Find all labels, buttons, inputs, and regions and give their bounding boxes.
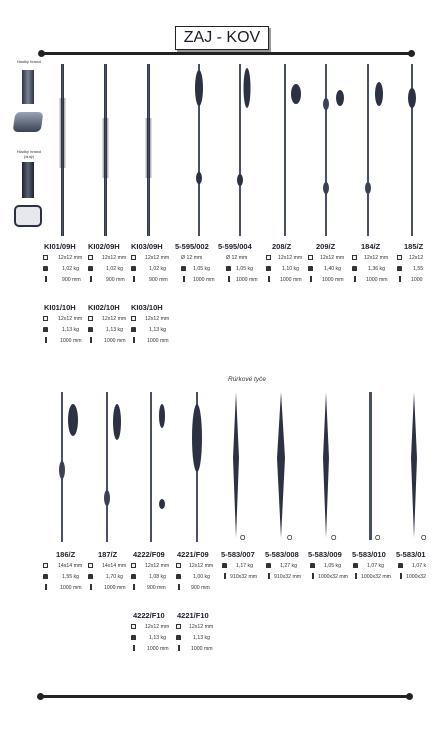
- weight-icon: [308, 266, 313, 271]
- product-code: 208/Z: [272, 242, 292, 251]
- product-length: 1000 mm: [147, 338, 169, 344]
- weight-icon: [131, 327, 136, 332]
- length-icon: [224, 573, 226, 579]
- product-size: 12x12 mm: [189, 624, 214, 630]
- profile-size-icon: [88, 316, 93, 321]
- product-length: 1000 mm: [322, 277, 344, 283]
- product-code: 4221/F10: [177, 611, 209, 620]
- product-code: 184/Z: [361, 242, 381, 251]
- length-icon: [399, 276, 401, 282]
- product-size: 12x12 mm: [364, 255, 389, 261]
- product-code: 4222/F10: [133, 611, 165, 620]
- product-code: KI03/10H: [131, 303, 163, 312]
- product-length: 1000 mm: [60, 338, 82, 344]
- row1-rails-illustration: [0, 58, 442, 258]
- weight-icon: [352, 266, 357, 271]
- profile-size-icon: [176, 563, 181, 568]
- product-size: 910x32 mm: [274, 574, 302, 580]
- length-icon: [268, 276, 270, 282]
- product-code: 5-583/010: [352, 550, 386, 559]
- length-icon: [45, 276, 47, 282]
- product-size: 12x12 mm: [145, 563, 170, 569]
- product-length: 900 mm: [62, 277, 81, 283]
- profile-size-icon: [131, 624, 136, 629]
- weight-icon: [397, 266, 402, 271]
- weight-icon: [222, 563, 227, 568]
- product-code: 5-583/01: [396, 550, 426, 559]
- product-size: 12x12 mm: [102, 316, 127, 322]
- profile-size-icon: [397, 255, 402, 260]
- length-icon: [45, 337, 47, 343]
- profile-size-icon: [308, 255, 313, 260]
- product-weight: 1,05 kg: [193, 266, 211, 272]
- product-length: 900 mm: [106, 277, 125, 283]
- length-icon: [355, 573, 357, 579]
- weight-icon: [398, 563, 403, 568]
- weight-icon: [181, 266, 186, 271]
- weight-icon: [131, 574, 136, 579]
- product-size: 12x12 mm: [278, 255, 303, 261]
- product-code: 5-583/009: [308, 550, 342, 559]
- bottom-rule-right-dot: [406, 693, 413, 700]
- profile-size-icon: [43, 563, 48, 568]
- product-code: KI01/10H: [44, 303, 76, 312]
- top-rule-left-dot: [38, 50, 45, 57]
- product-weight: 1,05 kg: [324, 563, 342, 569]
- length-icon: [268, 573, 270, 579]
- product-length: 1000 mm: [236, 277, 258, 283]
- row3-rails-illustration: [0, 388, 442, 548]
- product-weight: 1,08 kg: [149, 574, 167, 580]
- product-length: 900 mm: [191, 585, 210, 591]
- product-weight: 1,07 kg: [367, 563, 385, 569]
- length-icon: [400, 573, 402, 579]
- product-length: 1000 mm: [104, 338, 126, 344]
- circle-marker-icon: O: [240, 535, 246, 542]
- weight-icon: [353, 563, 358, 568]
- product-length: 1000 mm: [60, 585, 82, 591]
- length-icon: [354, 276, 356, 282]
- product-code: KI02/09H: [88, 242, 120, 251]
- product-code: 4222/F09: [133, 550, 165, 559]
- weight-icon: [226, 266, 231, 271]
- product-size: 1000x32 mm: [318, 574, 348, 580]
- product-code: 4221/F09: [177, 550, 209, 559]
- product-length: 1000 mm: [191, 646, 213, 652]
- product-length: 1000 mm: [366, 277, 388, 283]
- product-size: 12x12 mm: [58, 255, 83, 261]
- product-weight: 1,36 kg: [368, 266, 386, 272]
- product-weight: 1,10 kg: [282, 266, 300, 272]
- product-weight: 1,13 kg: [62, 327, 80, 333]
- product-weight: 1,13 kg: [106, 327, 124, 333]
- product-weight: 1,00 kg: [193, 574, 211, 580]
- profile-size-icon: [88, 563, 93, 568]
- weight-icon: [88, 574, 93, 579]
- product-size: 12x12: [409, 255, 424, 261]
- product-size: 12x12 mm: [145, 624, 170, 630]
- product-code: KI03/09H: [131, 242, 163, 251]
- product-code: KI02/10H: [88, 303, 120, 312]
- length-icon: [312, 573, 314, 579]
- weight-icon: [310, 563, 315, 568]
- length-icon: [133, 584, 135, 590]
- profile-size-icon: [88, 255, 93, 260]
- weight-icon: [176, 574, 181, 579]
- length-icon: [90, 337, 92, 343]
- length-icon: [178, 645, 180, 651]
- product-weight: 1,05 kg: [236, 266, 254, 272]
- product-length: 1000 mm: [193, 277, 215, 283]
- product-length: 1000 mm: [104, 585, 126, 591]
- product-size: 1000x32 mm: [361, 574, 391, 580]
- sample-label-2: Hladký hranol (dutý): [16, 149, 42, 159]
- product-size: 910x32 mm: [230, 574, 258, 580]
- product-size: 1000x32: [406, 574, 426, 580]
- product-code: 186/Z: [56, 550, 76, 559]
- length-icon: [90, 584, 92, 590]
- product-size: Ø 12 mm: [181, 255, 203, 261]
- circle-marker-icon: O: [375, 535, 381, 542]
- product-weight: 1,55: [413, 266, 424, 272]
- weight-icon: [131, 266, 136, 271]
- length-icon: [310, 276, 312, 282]
- weight-icon: [266, 563, 271, 568]
- product-length: 900 mm: [149, 277, 168, 283]
- product-weight: 1,13 kg: [149, 635, 167, 641]
- product-size: 12x12 mm: [58, 316, 83, 322]
- product-length: 1000 mm: [147, 646, 169, 652]
- product-code: 5-583/008: [265, 550, 299, 559]
- profile-size-icon: [131, 255, 136, 260]
- product-weight: 1,13 kg: [193, 635, 211, 641]
- product-weight: 1,55 kg: [62, 574, 80, 580]
- product-length: 1000: [411, 277, 423, 283]
- profile-size-icon: [352, 255, 357, 260]
- top-rule-right-dot: [408, 50, 415, 57]
- length-icon: [90, 276, 92, 282]
- weight-icon: [88, 266, 93, 271]
- circle-marker-icon: O: [331, 535, 337, 542]
- profile-size-icon: [131, 316, 136, 321]
- product-size: 12x12 mm: [145, 255, 170, 261]
- weight-icon: [43, 574, 48, 579]
- product-weight: 1,02 kg: [106, 266, 124, 272]
- circle-marker-icon: O: [287, 535, 293, 542]
- sample-label-1: Hladký hranol: [16, 59, 42, 64]
- weight-icon: [43, 327, 48, 332]
- product-weight: 1,13 kg: [149, 327, 167, 333]
- product-length: 900 mm: [147, 585, 166, 591]
- bottom-rule: [41, 695, 411, 698]
- product-size: 12x12 mm: [320, 255, 345, 261]
- product-weight: 1,27 kg: [280, 563, 298, 569]
- weight-icon: [266, 266, 271, 271]
- page-title: ZAJ - KOV: [175, 26, 269, 50]
- length-icon: [183, 276, 185, 282]
- product-size: 14x14 mm: [102, 563, 127, 569]
- length-icon: [178, 584, 180, 590]
- section-label: Rúrkové tyče: [228, 376, 266, 383]
- product-weight: 1,02 kg: [62, 266, 80, 272]
- length-icon: [228, 276, 230, 282]
- product-size: 12x12 mm: [189, 563, 214, 569]
- weight-icon: [88, 327, 93, 332]
- profile-size-icon: [131, 563, 136, 568]
- profile-size-icon: [176, 624, 181, 629]
- product-size: Ø 12 mm: [226, 255, 248, 261]
- product-weight: 1,70 kg: [106, 574, 124, 580]
- weight-icon: [131, 635, 136, 640]
- product-code: 187/Z: [98, 550, 118, 559]
- bottom-rule-left-dot: [37, 693, 44, 700]
- product-size: 12x12 mm: [102, 255, 127, 261]
- product-code: 209/Z: [316, 242, 336, 251]
- profile-size-icon: [43, 316, 48, 321]
- weight-icon: [43, 266, 48, 271]
- product-code: KI01/09H: [44, 242, 76, 251]
- profile-size-icon: [43, 255, 48, 260]
- profile-size-icon: [266, 255, 271, 260]
- product-code: 5-583/007: [221, 550, 255, 559]
- product-code: 5-595/002: [175, 242, 209, 251]
- product-length: 1000 mm: [280, 277, 302, 283]
- product-weight: 1,40 kg: [324, 266, 342, 272]
- length-icon: [133, 276, 135, 282]
- length-icon: [133, 337, 135, 343]
- product-size: 14x14 mm: [58, 563, 83, 569]
- product-size: 12x12 mm: [145, 316, 170, 322]
- product-weight: 1,02 kg: [149, 266, 167, 272]
- product-code: 5-595/004: [218, 242, 252, 251]
- top-rule: [41, 52, 413, 55]
- length-icon: [133, 645, 135, 651]
- circle-marker-icon: O: [421, 535, 427, 542]
- length-icon: [45, 584, 47, 590]
- product-weight: 1,07 k: [412, 563, 427, 569]
- product-weight: 1,17 kg: [236, 563, 254, 569]
- weight-icon: [176, 635, 181, 640]
- product-code: 185/Z: [404, 242, 424, 251]
